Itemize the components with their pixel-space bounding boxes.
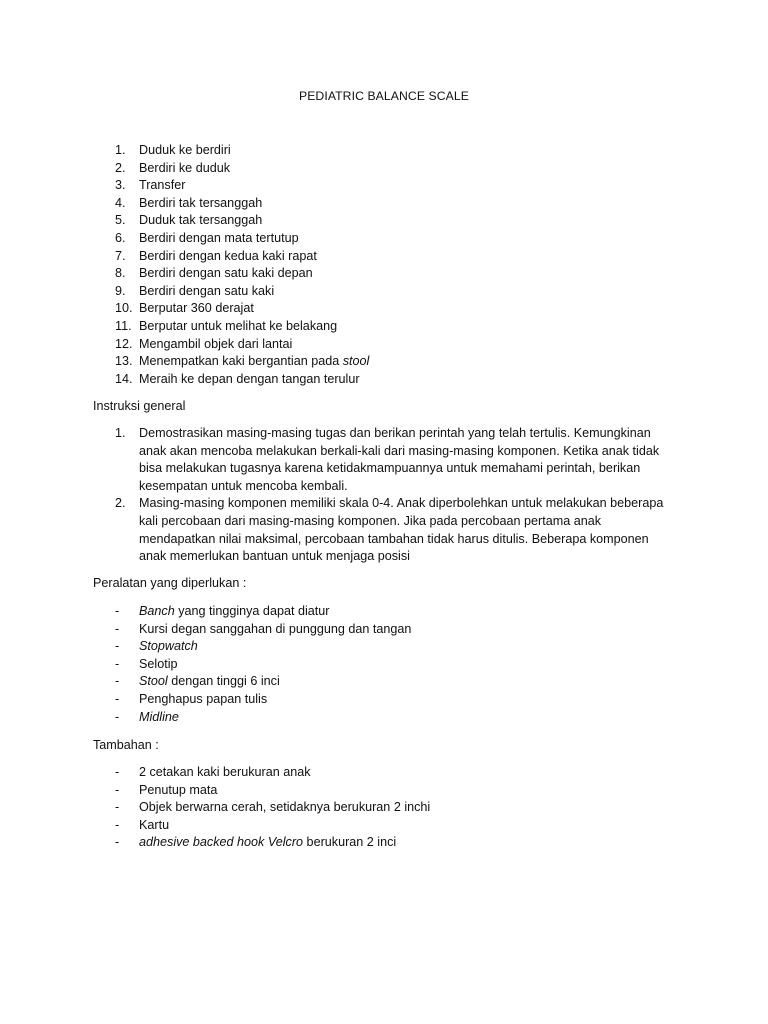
list-item: - Stool dengan tinggi 6 inci [115,674,280,689]
list-item: - Stopwatch [115,639,198,654]
list-item: - Selotip [115,656,178,671]
list-item: 2. Masing-masing komponen memiliki skala 0-4. Anak diperbolehkan untuk melakukan beberapa kali percobaan dari masing-masing komponen. Jika pada percobaan pertama anak mendapatkan nilai maksimal, percobaan tambahan tidak harus ditulis. Beberapa komponen anak memerlukan bantuan untuk menjaga posisi [115,496,664,564]
list-item: 14. Meraih ke depan dengan tangan terulur [115,371,360,386]
list-item: 1. Duduk ke berdiri [115,143,231,157]
extras-heading: Tambahan : [93,738,159,752]
page-title: PEDIATRIC BALANCE SCALE [298,89,470,103]
list-item: - Kartu [115,817,170,832]
list-item: - adhesive backed hook Velcro berukuran 2 inci [115,835,397,850]
balance-items-list [115,142,765,388]
list-item: 3. Transfer [115,178,186,193]
list-item: 1. Demostrasikan masing-masing tugas dan berikan perintah yang telah tertulis. Kemungkinan anak akan mencoba melakukan berkali-kali dari masing-masing komponen. Ketika anak tidak bisa melakukan tugasnya karena ketidakmampuannya untuk memahami perintah, berikan kesempatan untuk mencoba kembali. [115,426,660,493]
list-item: - Penghapus papan tulis [115,691,268,706]
list-item: - Banch yang tingginya dapat diatur [115,604,330,618]
list-item: 6. Berdiri dengan mata tertutup [115,230,299,245]
instructions-list [115,425,675,566]
list-item: 2. Berdiri ke duduk [115,160,231,175]
list-item: 8. Berdiri dengan satu kaki depan [115,266,313,281]
list-item: 11. Berputar untuk melihat ke belakang [115,318,338,333]
list-item: 10. Berputar 360 derajat [115,301,254,316]
list-item: - Midline [115,709,179,724]
equipment-heading: Peralatan yang diperlukan : [93,576,247,590]
list-item: 9. Berdiri dengan satu kaki [115,283,275,298]
list-item: - Objek berwarna cerah, setidaknya berukuran 2 inchi [115,800,431,815]
list-item: - 2 cetakan kaki berukuran anak [115,765,311,779]
equipment-list [115,603,675,726]
list-item: 13. Menempatkan kaki bergantian pada stool [115,354,370,369]
list-item: - Penutup mata [115,782,218,797]
list-item: 7. Berdiri dengan kedua kaki rapat [115,248,317,263]
list-item: 4. Berdiri tak tersanggah [115,195,263,210]
instructions-heading: Instruksi general [93,399,186,413]
list-item: - Kursi degan sanggahan di punggung dan tangan [115,621,412,636]
list-item: 12. Mengambil objek dari lantai [115,336,293,351]
extras-list [115,764,675,852]
list-item: 5. Duduk tak tersanggah [115,213,263,228]
